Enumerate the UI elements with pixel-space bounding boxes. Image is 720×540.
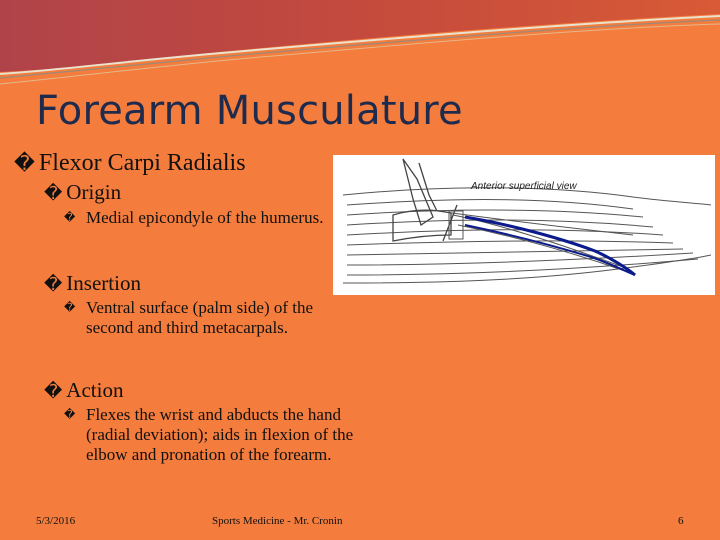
section-label-action: � Action	[44, 378, 124, 402]
bullet-glyph: �	[14, 151, 35, 175]
footer-center-text: Sports Medicine - Mr. Cronin	[212, 515, 343, 527]
slide-number: 6	[678, 515, 684, 527]
slide-title: Forearm Musculature	[36, 88, 463, 134]
bullet-glyph: �	[64, 301, 76, 314]
forearm-illustration	[333, 155, 715, 295]
bullet-glyph: �	[64, 211, 76, 224]
bullet-glyph: �	[44, 183, 63, 204]
muscle-heading	[14, 150, 246, 177]
decorative-wave-band	[0, 0, 720, 90]
section-label-insertion: � Insertion	[44, 271, 141, 295]
bullet-glyph: �	[44, 381, 63, 402]
section-detail-action: � Flexes the wrist and abducts the hand (radial deviation); aids in flexion of the elbow and pronation of the forearm.	[64, 405, 354, 464]
section-detail-insertion: � Ventral surface (palm side) of the second and third metacarpals.	[64, 298, 314, 337]
bullet-glyph: �	[44, 274, 63, 295]
figure-caption: Anterior superficial view	[471, 181, 577, 192]
forearm-muscle-drawing	[333, 155, 715, 295]
section-label-origin: � Origin	[44, 180, 122, 204]
bullet-glyph: �	[64, 408, 76, 421]
section-detail-origin: � Medial epicondyle of the humerus.	[64, 208, 324, 227]
muscle-name: Flexor Carpi Radialis	[38, 150, 246, 176]
footer-date: 5/3/2016	[36, 515, 76, 527]
